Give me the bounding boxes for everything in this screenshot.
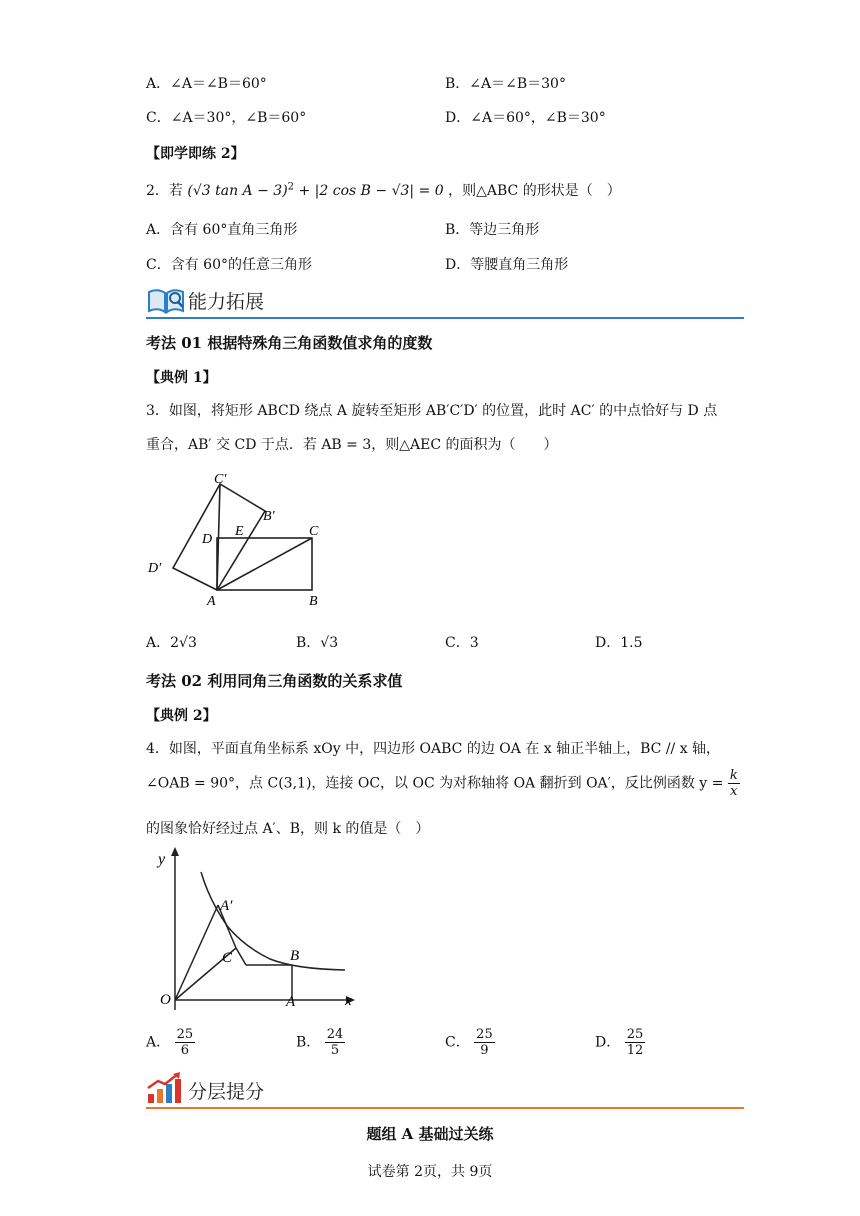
- q3-option-a: A．2√3: [146, 635, 197, 651]
- q4-fraction-den: x: [730, 784, 738, 799]
- q4-option-b-label: B．: [296, 1034, 321, 1051]
- label-o: O: [160, 992, 171, 1008]
- segment-ac-prime: [217, 484, 220, 590]
- label-d-prime: D′: [148, 561, 162, 576]
- q2-question: [146, 180, 621, 200]
- q4-option-d-den: 12: [626, 1043, 644, 1058]
- q2-option-a: A．含有 60°直角三角形: [146, 222, 298, 238]
- q4-option-d-fraction: [625, 1027, 646, 1058]
- q2-number: 2．若: [146, 183, 183, 199]
- q4-option-d-label: D．: [595, 1034, 621, 1051]
- q4-option-b-num: 24: [326, 1027, 344, 1042]
- q4-line1: 4．如图，平面直角坐标系 xOy 中，四边形 OABC 的边 OA 在 x 轴正半轴上，BC // x 轴，: [146, 741, 721, 757]
- y-axis-arrow: [171, 847, 179, 856]
- label-b-prime: B′: [263, 509, 275, 524]
- rising-bar-chart-icon: [146, 1072, 182, 1104]
- example2-label: 【典例 2】: [146, 708, 217, 724]
- q3-figure: [140, 468, 340, 610]
- q4-option-b-fraction: [325, 1027, 346, 1058]
- q1-option-d: D．∠A＝60°，∠B＝30°: [445, 110, 606, 126]
- q4-line3: 的图象恰好经过点 A′、B，则 k 的值是（ ）: [146, 821, 430, 837]
- q3-option-d: D．1.5: [595, 635, 643, 651]
- q4-option-d: [595, 1027, 645, 1058]
- q2-option-c: C．含有 60°的任意三角形: [146, 257, 312, 273]
- q1-option-b: B．∠A＝∠B＝30°: [445, 76, 566, 92]
- q4-option-d-num: 25: [626, 1027, 644, 1042]
- q4-option-c: [445, 1027, 495, 1058]
- q3-option-b: B．√3: [296, 635, 339, 651]
- q2-formula-part1: (√3 tan A − 3): [187, 183, 288, 199]
- banner2-title: 分层提分: [188, 1081, 265, 1103]
- q4-fraction: [728, 768, 740, 799]
- q2-formula-sup: 2: [287, 181, 295, 193]
- label-b: B: [309, 594, 318, 609]
- q2-tail: ，则△ABC 的形状是（ ）: [448, 183, 621, 199]
- q2-option-b: B．等边三角形: [445, 222, 540, 238]
- label-b: B: [290, 948, 300, 964]
- q4-fraction-num: k: [729, 768, 738, 783]
- q1-option-c: C．∠A＝30°，∠B＝60°: [146, 110, 307, 126]
- banner2-rule: [146, 1107, 744, 1109]
- q4-option-a-num: 25: [176, 1027, 194, 1042]
- q4-option-c-den: 9: [480, 1043, 489, 1058]
- q4-figure: [140, 842, 360, 1014]
- q3-option-c: C．3: [445, 635, 479, 651]
- q2-option-d: D．等腰直角三角形: [445, 257, 569, 273]
- q3-line1: 3．如图，将矩形 ABCD 绕点 A 旋转至矩形 AB′C′D′ 的位置，此时 AC′ 的中点恰好与 D 点: [146, 403, 718, 419]
- q4-option-c-num: 25: [476, 1027, 493, 1042]
- q4-option-a-den: 6: [180, 1043, 189, 1058]
- q4-option-b-den: 5: [330, 1043, 340, 1058]
- label-e: E: [235, 524, 244, 539]
- label-a-prime: A′: [220, 898, 233, 914]
- q4-line2-text: ∠OAB = 90°，点 C(3,1)，连接 OC，以 OC 为对称轴将 OA 翻折到 OA′，反比例函数 y =: [146, 775, 724, 792]
- q4-option-c-fraction: [474, 1027, 495, 1058]
- label-c-prime: C′: [214, 472, 227, 487]
- label-a: A: [286, 994, 296, 1010]
- q4-option-a: [146, 1027, 195, 1058]
- label-y: y: [158, 851, 166, 868]
- label-a: A: [207, 594, 216, 609]
- label-x: x: [345, 993, 352, 1009]
- label-c: C: [309, 524, 319, 539]
- q4-line2: [146, 768, 740, 799]
- segment-ac: [217, 538, 312, 590]
- q3-line2: 重合，AB′ 交 CD 于点．若 AB = 3，则△AEC 的面积为（ ）: [146, 437, 558, 453]
- q4-option-c-label: C．: [445, 1034, 470, 1051]
- example1-label: 【典例 1】: [146, 370, 217, 386]
- q4-option-b: [296, 1027, 345, 1058]
- page-footer: 试卷第 2页，共 9页: [367, 1164, 493, 1180]
- label-c: C: [222, 950, 233, 966]
- banner1-title: 能力拓展: [188, 291, 265, 313]
- q4-option-a-label: A．: [146, 1034, 171, 1051]
- segment-c-bend: [236, 948, 246, 965]
- group-title: 题组 A 基础过关练: [366, 1125, 494, 1143]
- method2-title: 考法 02 利用同角三角函数的关系求值: [146, 672, 403, 690]
- segment-oa-prime: [175, 905, 218, 1000]
- q1-option-a: A．∠A＝∠B＝60°: [146, 76, 267, 92]
- method1-title: 考法 01 根据特殊角三角函数值求角的度数: [146, 334, 433, 352]
- q2-formula-part2: + |2 cos B − √3| = 0: [298, 183, 444, 199]
- practice2-label: 【即学即练 2】: [146, 146, 245, 162]
- label-d: D: [202, 532, 213, 547]
- book-icon: [146, 284, 186, 316]
- q4-option-a-fraction: [175, 1027, 196, 1058]
- banner1-rule: [146, 317, 744, 319]
